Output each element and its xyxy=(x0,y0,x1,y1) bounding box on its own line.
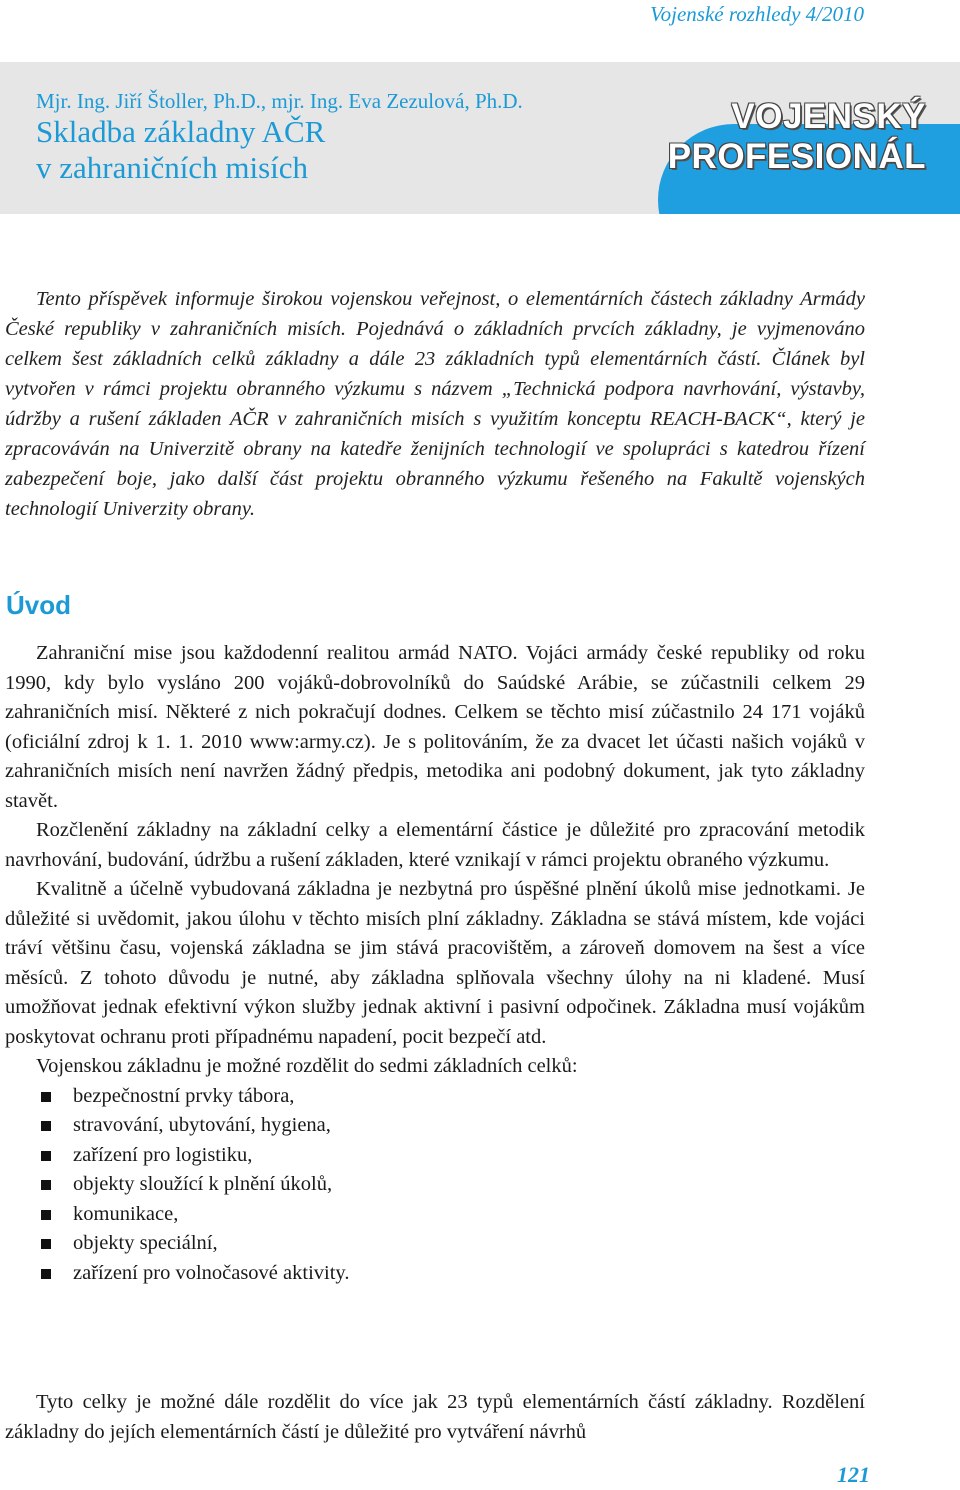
paragraph: Rozčlenění základny na základní celky a elementární částice je důležité pro zpracování metodik navrhování, budování, údržbu a rušení základen, které vznikají v rámci projektu obraného výzkumu. xyxy=(5,819,865,871)
square-bullet-icon xyxy=(41,1180,51,1190)
body-text xyxy=(5,639,865,1288)
square-bullet-icon xyxy=(41,1121,51,1131)
list-item xyxy=(41,1259,865,1289)
list-item-text: stravování, ubytování, hygiena, xyxy=(73,1114,331,1136)
list-item xyxy=(41,1111,865,1141)
section-heading: Úvod xyxy=(6,590,71,620)
section-label xyxy=(668,97,926,177)
square-bullet-icon xyxy=(41,1151,51,1161)
list-item xyxy=(41,1082,865,1112)
list-item-text: zařízení pro volnočasové aktivity. xyxy=(73,1261,350,1284)
closing-text xyxy=(5,1387,865,1447)
square-bullet-icon xyxy=(41,1092,51,1102)
page-number: 121 xyxy=(837,1462,870,1487)
list-item xyxy=(41,1229,865,1259)
section-label-line1: VOJENSKÝ xyxy=(731,97,926,136)
list-item-text: objekty sloužící k plnění úkolů, xyxy=(73,1173,333,1195)
square-bullet-icon xyxy=(41,1269,51,1279)
authors: Mjr. Ing. Jiří Štoller, Ph.D., mjr. Ing. Eva Zezulová, Ph.D. xyxy=(36,89,523,113)
list-item xyxy=(41,1170,865,1200)
square-bullet-icon xyxy=(41,1239,51,1249)
list-item xyxy=(41,1141,865,1171)
list-item-text: objekty speciální, xyxy=(73,1232,218,1254)
list-item-text: zařízení pro logistiku, xyxy=(73,1143,253,1166)
paragraph: Tyto celky je možné dále rozdělit do více jak 23 typů elementárních částí základny. Rozdělení základny do jejích elementárních částí je důležité pro vytváření návrhů xyxy=(5,1391,865,1443)
section-label-line2: PROFESIONÁL xyxy=(667,137,926,176)
square-bullet-icon xyxy=(41,1210,51,1220)
abstract: Tento příspěvek informuje širokou vojenskou veřejnost, o elementárních částech základny Armády České republiky v zahraničních misích. Pojednává o základních prvcích základny, je vyjmenováno celkem šest základních celků základny a dále 23 základních typů elementárních částí. Článek byl vytvořen v rámci projektu obranného výzkumu s názvem „Technická podpora navrhování, výstavby, údržby a rušení základen AČR v zahraničních misích s využitím konceptu REACH-BACK“, který je zpracováván na Univerzitě obrany na katedře ženijních technologií ve spolupráci s katedrou řízení zabezpečení boje, jako další část projektu obranného výzkumu řešeného na Fakultě vojenských technologií Univerzity obrany. xyxy=(5,288,865,520)
paragraph: Vojenskou základnu je možné rozdělit do sedmi základních celků: xyxy=(36,1055,578,1077)
list-item-text: bezpečnostní prvky tábora, xyxy=(73,1084,295,1107)
paragraph: Zahraniční mise jsou každodenní realitou armád NATO. Vojáci armády české republiky od roku 1990, kdy bylo vysláno 200 vojáků-dobrovolníků do Saúdské Arábie, se zúčastnili celkem 29 zahraničních misí. Některé z nich pokračují dodnes. Celkem se těchto misí zúčastnilo 24 171 vojáků (oficiální zdroj k 1. 1. 2010 www:army.cz). Je s politováním, že za dvacet let účasti našich vojáků v zahraničních misích není navržen žádný předpis, metodika ani podobný dokument, jak tyto základny stavět. xyxy=(5,642,865,812)
article-title-line1: Skladba základny AČR xyxy=(36,114,326,149)
bullet-list xyxy=(5,1082,865,1289)
article-title-line2: v zahraničních misích xyxy=(36,150,309,185)
running-head: Vojenské rozhledy 4/2010 xyxy=(650,2,864,26)
paragraph: Kvalitně a účelně vybudovaná základna je nezbytná pro úspěšné plnění úkolů mise jednotkami. Je důležité si uvědomit, jakou úlohu v těchto misích plní základny. Základna se stává místem, kde vojáci tráví většinu času, vojenská základna se jim stává pracovištěm, a zároveň domovem na šest a více měsíců. Z tohoto důvodu je nutné, aby základna splňovala všechny úlohy na ni kladené. Musí umožňovat jednak efektivní výkon služby jednak aktivní i pasivní odpočinek. Základna musí vojákům poskytovat ochranu proti případnému napadení, pocit bezpečí atd. xyxy=(5,878,865,1048)
list-item-text: komunikace, xyxy=(73,1202,179,1225)
list-item xyxy=(41,1200,865,1230)
article-title xyxy=(36,114,325,186)
